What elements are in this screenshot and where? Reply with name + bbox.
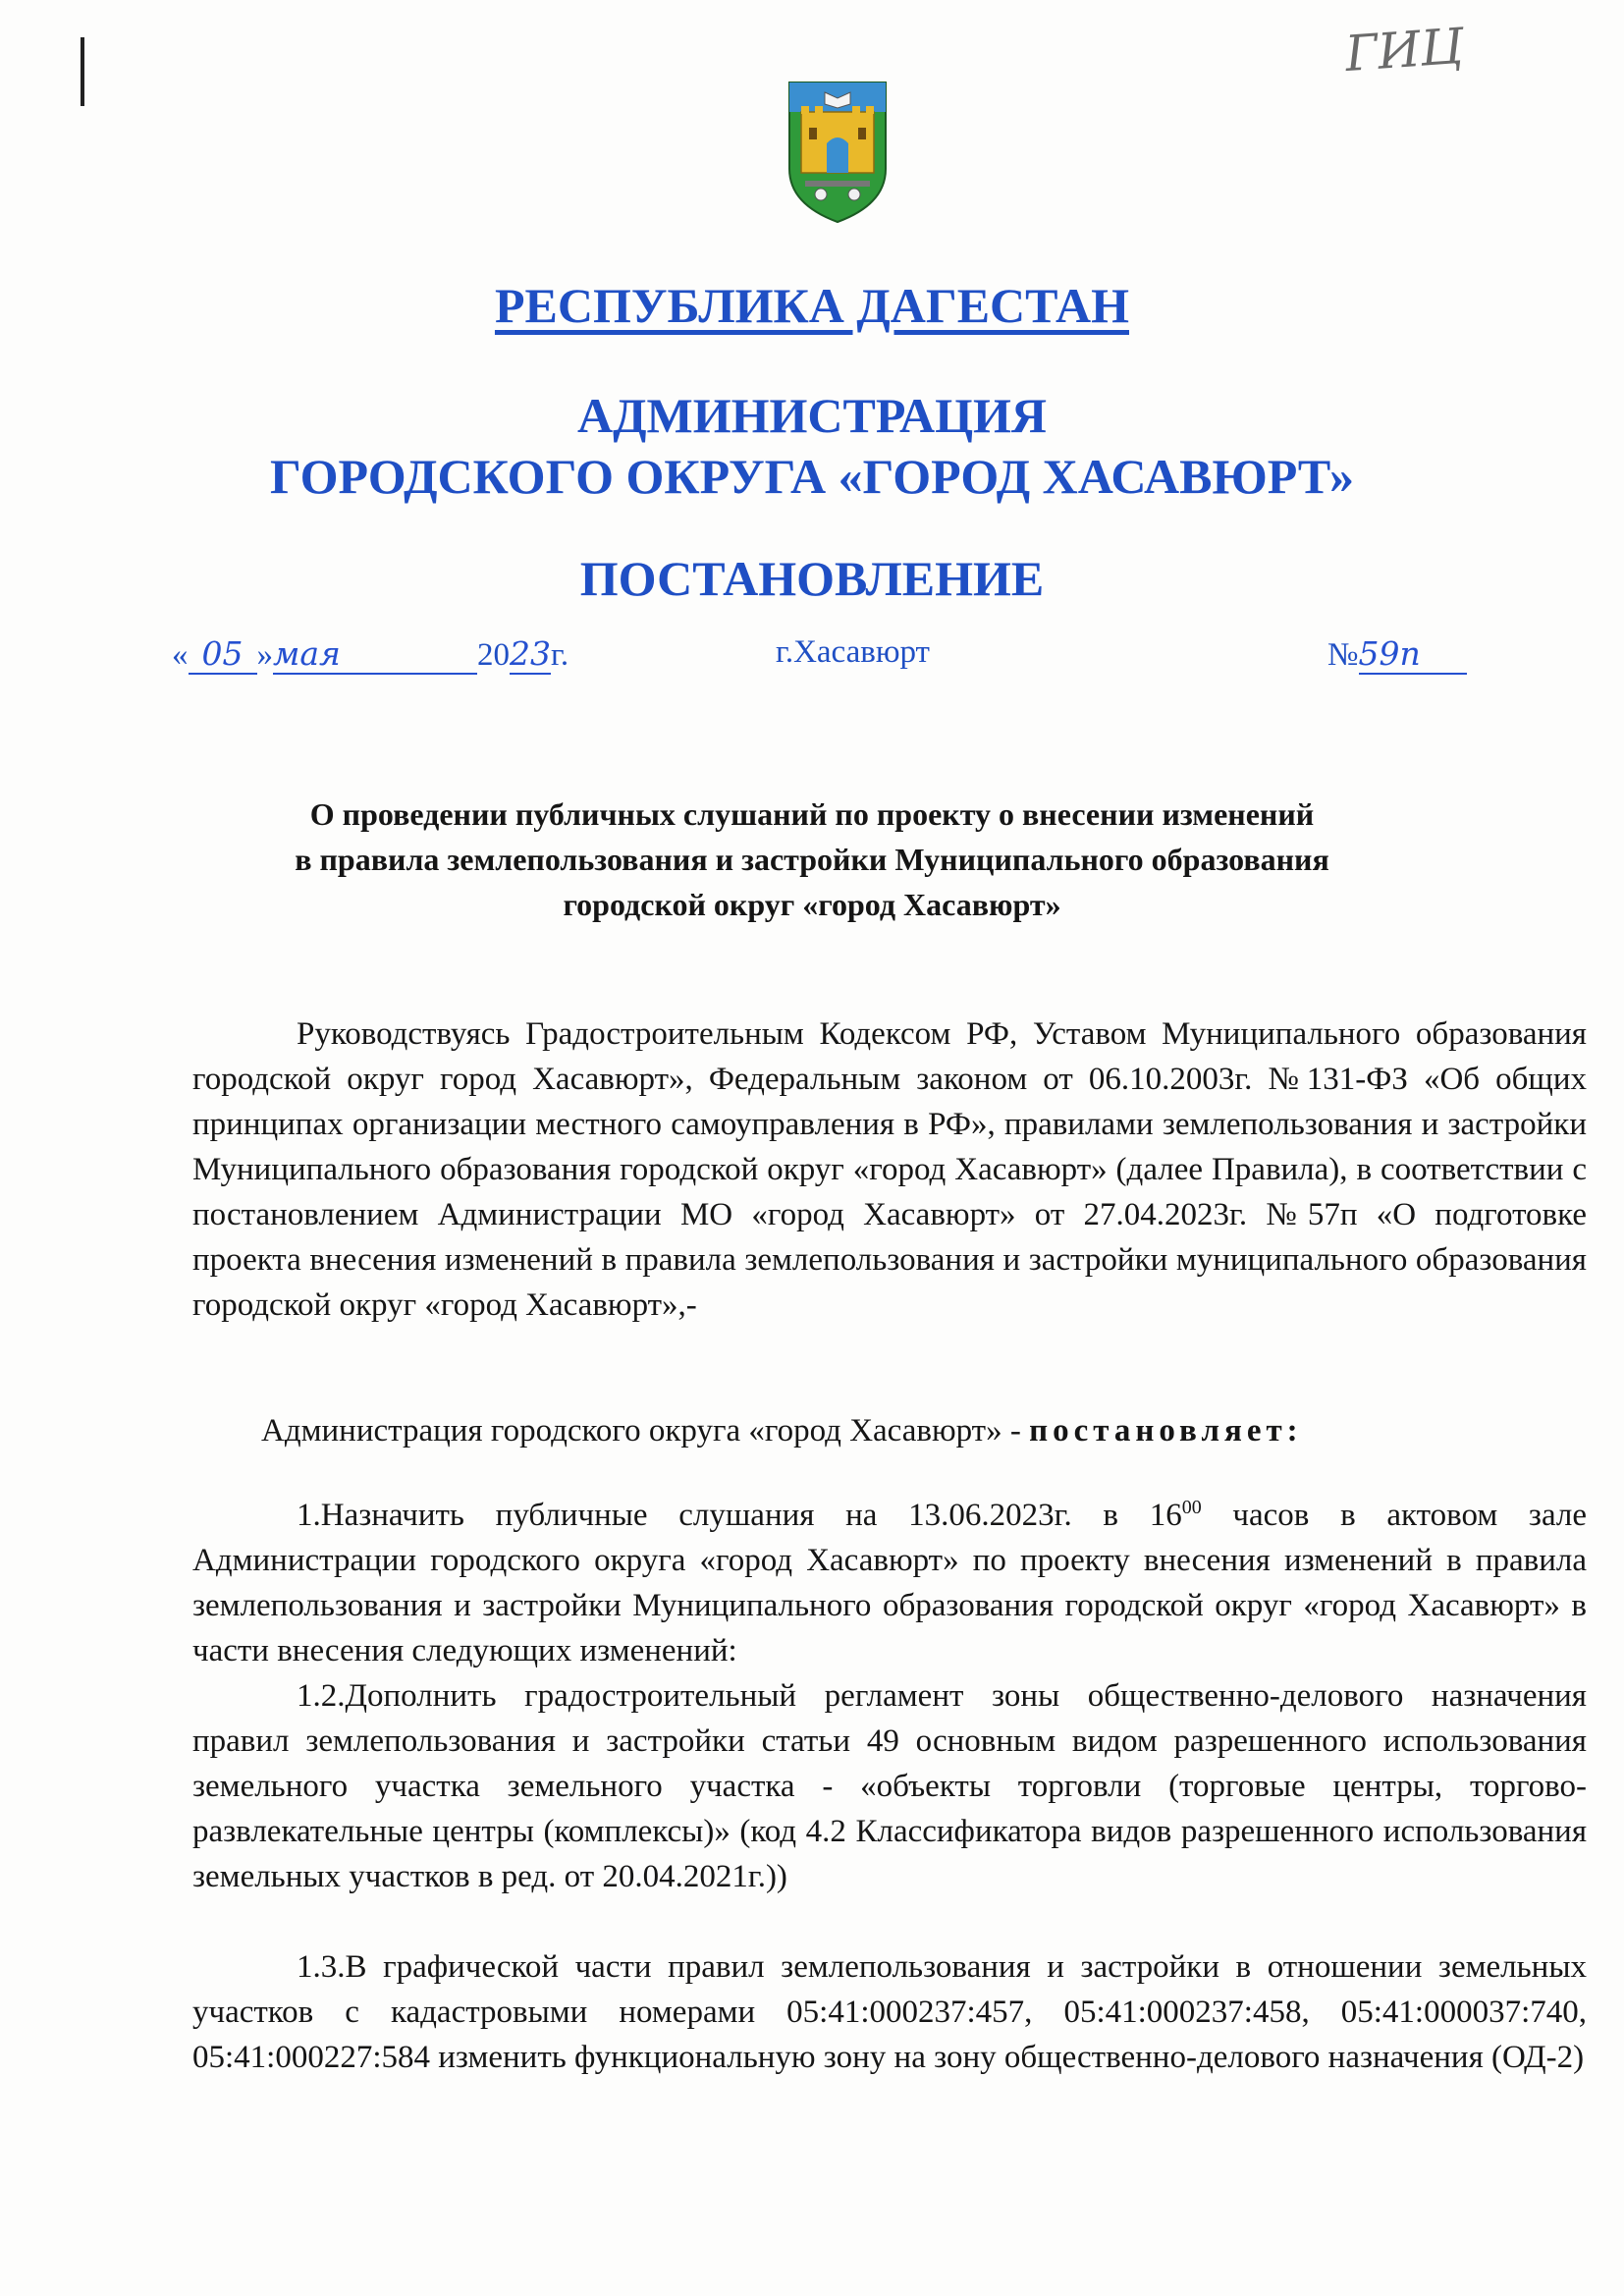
subject-line: О проведении публичных слушаний по проекту о внесении изменений xyxy=(309,796,1315,832)
date-number-row xyxy=(0,634,1624,693)
item-1-2-paragraph: 1.2.Дополнить градостроительный регламент зоны общественно-делового назначения правил землепользования и застройки статьи 49 основным видом разрешенного использования земельного участка земельного участка - «объекты торговли (торговые центры, торгово-развлекательные центры (комплексы)» (код 4.2 Классификатора видов разрешенного использования земельных участков в ред. от 20.04.2021г.)) xyxy=(192,1678,1587,1894)
item-1-paragraph: 1.Назначить публичные слушания на 13.06.2023г. в $16^{00}$ часов в актовом зале Администрации городского округа «город Хасавюрт» по проекту внесения изменений в правила землепользования и застройки Муниципального образования городской округ «город Хасавюрт» в части внесения следующих изменений: xyxy=(192,1497,1588,1668)
decree-number-value: 59п xyxy=(1359,634,1467,675)
document-type-heading: ПОСТАНОВЛЕНИЕ xyxy=(579,551,1045,606)
decree-date: « 05 »мая 2023г. xyxy=(172,634,569,673)
subject-line: в правила землепользования и застройки Муниципального образования xyxy=(295,842,1329,877)
handwritten-note: ГИЦ xyxy=(1343,17,1466,83)
preamble-paragraph: Руководствуясь Градостроительным Кодексом РФ, Уставом Муниципального образования городской округ город Хасавюрт», Федеральным законом от 06.10.2003г. №131-ФЗ «Об общих принципах организации местного самоуправления в РФ», правилами землепользования и застройки Муниципального образования городской округ «город Хасавюрт» (далее Правила), в соответствии с постановлением Администрации МО «город Хасавюрт» от 27.04.2023г. №57п «О подготовке проекта внесения изменений в правила землепользования и застройки муниципального образования городской округ «город Хасавюрт»,- xyxy=(192,1016,1587,1323)
coat-of-arms-icon xyxy=(785,79,890,226)
decree-year: 23 xyxy=(510,634,551,673)
item-1-3-paragraph: 1.3.В графической части правил землепользования и застройки в отношении земельных участков с кадастровыми номерами 05:41:000237:457, 05:41:000237:458, 05:41:000037:740, 05:41:000227:584 изменить функциональную зону на зону общественно-делового назначения (ОД-2) xyxy=(192,1949,1587,2075)
decree-city: г.Хасавюрт xyxy=(776,634,930,670)
decree-number: №59п xyxy=(1327,634,1467,675)
administration-heading-line2: ГОРОДСКОГО ОКРУГА «ГОРОД ХАСАВЮРТ» xyxy=(270,449,1354,504)
decree-day: 05 xyxy=(189,634,257,675)
republic-heading: РЕСПУБЛИКА ДАГЕСТАН xyxy=(494,278,1130,333)
resolves-word: постановляет: xyxy=(1029,1413,1303,1449)
resolves-line: Администрация городского округа «город Хасавюрт» - постановляет: xyxy=(261,1413,1303,1449)
administration-heading-line1: АДМИНИСТРАЦИЯ xyxy=(577,388,1047,443)
subject-line: городской округ «город Хасавюрт» xyxy=(563,887,1061,922)
scan-edge-mark xyxy=(81,37,84,106)
decree-subject xyxy=(177,792,1447,927)
decree-month: мая xyxy=(273,634,477,675)
